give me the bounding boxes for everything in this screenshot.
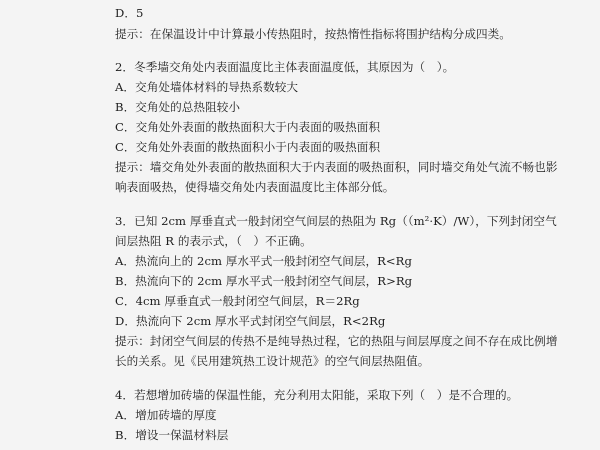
question-3-line-2: 间层热阻 R 的表示式，（ ）不正确。 [115,234,312,248]
option-c-q2: C．交角处外表面的散热面积大于内表面的吸热面积 [115,120,381,134]
option-a-q4: A．增加砖墙的厚度 [115,408,217,422]
option-c2-q2: C．交角处外表面的散热面积小于内表面的吸热面积 [115,140,381,154]
hint-q1: 提示：在保温设计中计算最小传热阻时，按热惰性指标将围护结构分成四类。 [115,27,511,41]
question-2: 2．冬季墙交角处内表面温度比主体表面温度低，其原因为（ ）。 [115,60,455,74]
option-a-q2: A．交角处墙体材料的导热系数较大 [115,80,299,94]
option-d-q3: D．热流向下 2cm 厚水平式封闭空气间层，R<2Rg [115,314,386,328]
question-4: 4．若想增加砖墙的保温性能，充分利用太阳能，采取下列（ ）是不合理的。 [115,388,519,402]
option-d-q1: D．5 [115,6,144,20]
option-c-q3: C．4cm 厚垂直式一般封闭空气间层，R＝2Rg [115,294,360,308]
hint-q3-line-2: 长的关系。见《民用建筑热工设计规范》的空气间层热阻值。 [115,354,430,368]
hint-q2-line-1: 提示：墙交角处外表面的散热面积大于内表面的吸热面积，同时墙交角处气流不畅也影 [115,160,558,174]
option-b-q2: B．交角处的总热阻较小 [115,100,241,114]
option-b-q4: B．增设一保温材料层 [115,428,229,442]
hint-q2-line-2: 响表面吸热，使得墙交角处内表面温度比主体部分低。 [115,180,395,194]
hint-q3-line-1: 提示：封闭空气间层的传热不是纯导热过程，它的热阻与间层厚度之间不存在成比例增 [115,334,558,348]
option-a-q3: A．热流向上的 2cm 厚水平式一般封闭空气间层，R<Rg [115,254,412,268]
option-b-q3: B．热流向下的 2cm 厚水平式一般封闭空气间层，R>Rg [115,274,413,288]
question-3-line-1: 3．已知 2cm 厚垂直式一般封闭空气间层的热阻为 Rg（（m²·K）/W），下列封闭空气 [115,214,557,228]
